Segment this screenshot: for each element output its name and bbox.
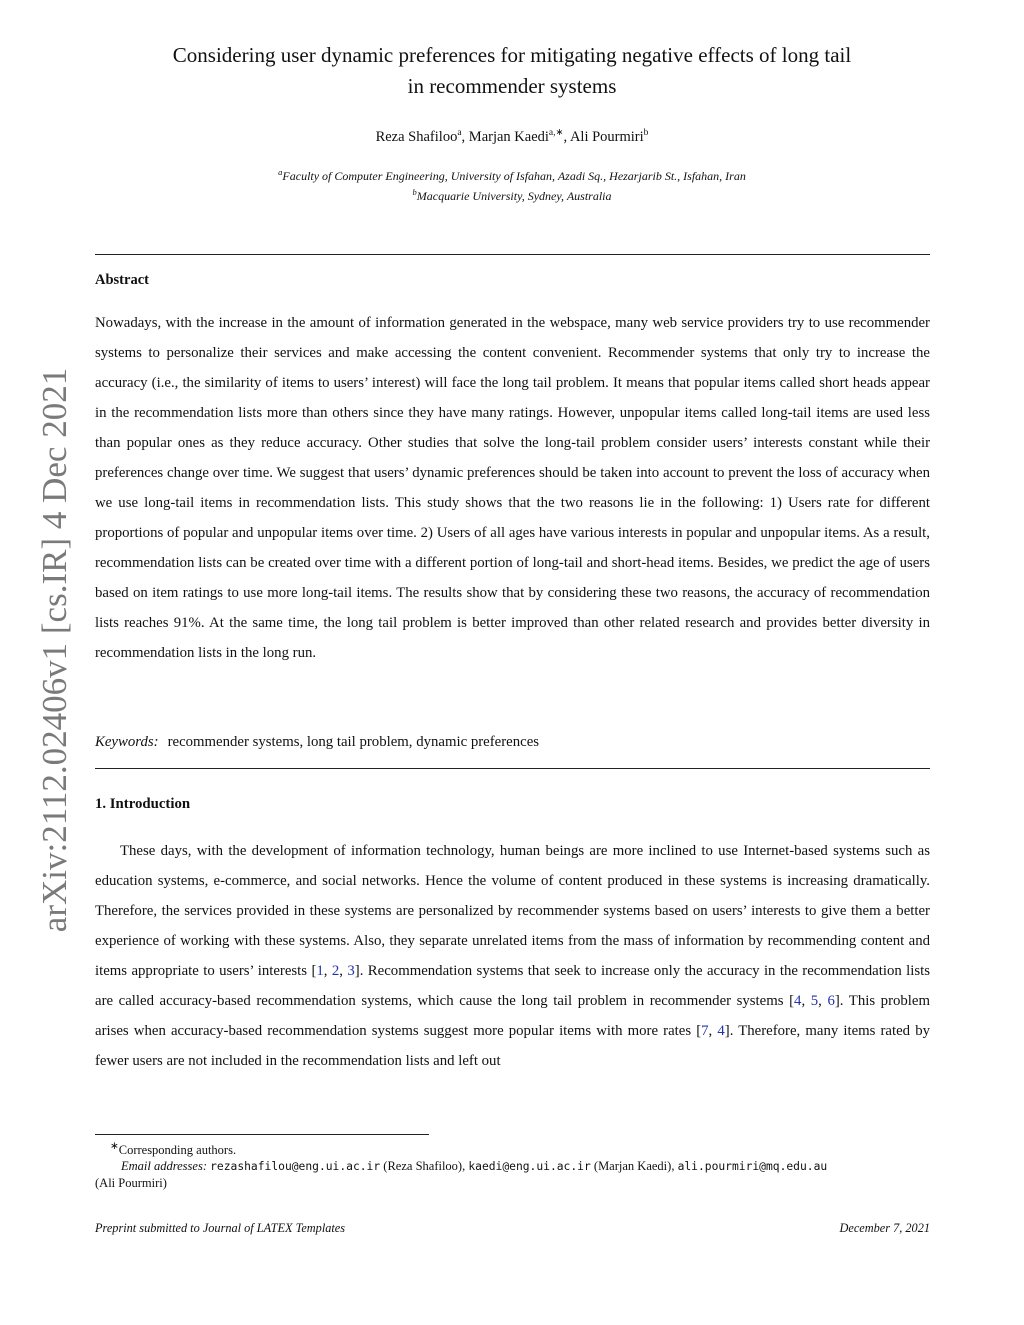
- footnote: [95, 1139, 930, 1191]
- footnote-emails: Email addresses: rezashafilou@eng.ui.ac.ir (Reza Shafiloo), kaedi@eng.ui.ac.ir (Marjan Kaedi), ali.pourmiri@mq.edu.au: [121, 1159, 828, 1174]
- affiliation-line: [60, 164, 964, 184]
- abstract-heading: Abstract: [95, 272, 149, 288]
- email-owner: (Marjan Kaedi): [593, 1159, 672, 1174]
- author-name: Reza Shafiloo: [375, 129, 458, 145]
- author-list: Reza Shafiloo$^a$, Marjan Kaedi$^{a,∗}$, Ali Pourmiri$^b$: [375, 128, 649, 145]
- introduction-paragraph: These days, with the development of information technology, human beings are more inclined to use Internet-based systems such as education systems, e-commerce, and social networks. Hence the volume of content produced in these systems is increasing dramatically. Therefore, the services provided in these systems are personalized by recommender systems based on users’ interests to give them a better experience of working with these systems. Also, they separate unrelated items from the mass of information by recommending content and items appropriate to users’ interests [1, 2, 3]. Recommendation systems that seek to increase only the accuracy in the recommendation lists are called accuracy-based recommendation systems, which cause the long tail problem in recommender systems [4, 5, 6]. This problem arises when accuracy-based recommendation systems suggest more popular items with more rates [7, 4]. Therefore, many items rated by fewer users are not included in the recommendation lists and left out: [95, 843, 930, 1069]
- abstract-bottom-rule: [95, 768, 930, 769]
- section-heading-introduction: 1. Introduction: [95, 796, 191, 812]
- footer-date: December 7, 2021: [839, 1221, 930, 1235]
- email-link[interactable]: rezashafilou@eng.ui.ac.ir: [210, 1160, 381, 1174]
- affiliation-mark: a: [278, 167, 283, 177]
- email-owner: (Reza Shafiloo): [383, 1159, 463, 1174]
- footer-preprint-note: Preprint submitted to Journal of LATEX Templates: [95, 1221, 346, 1235]
- footnote-corresponding: [95, 1139, 930, 1158]
- intro-text: These days, with the development of information technology, human beings are more inclined to use Internet-based systems such as education systems, e-commerce, and social networks. Hence the volume of content produced in these systems is increasing dramatically. Therefore, the services provided in these systems are personalized by recommender systems based on users’ interests to give them a better experience of working with these systems. Also, they separate unrelated items from the mass of information by recommending content and items appropriate to users’ interests [: [95, 843, 930, 979]
- citation-link[interactable]: 6: [827, 993, 835, 1009]
- citation-link[interactable]: 4: [717, 1023, 725, 1039]
- author-affiliation-mark: a: [457, 128, 462, 138]
- intro-text: ]. Therefore, many items rated by fewer users are not included in the recommendation lists and left out: [95, 1023, 930, 1069]
- citation-link[interactable]: 5: [810, 993, 819, 1009]
- abstract-text: Nowadays, with the increase in the amount of information generated in the webspace, many web service providers try to use recommender systems to personalize their services and make accessing the content convenient. Recommender systems that only try to increase the accuracy (i.e., the similarity of items to users’ interest) will face the long tail problem. It means that popular items called short heads appear in the recommendation lists more than others since they have many ratings. However, unpopular items called long-tail items are used less than popular ones as they reduce accuracy. Other studies that solve the long-tail problem consider users’ interests constant while their preferences change over time. We suggest that users’ dynamic preferences should be taken into account to prevent the loss of accuracy when we use long-tail items in recommendation lists. This study shows that the two reasons lie in the following: 1) Users rate for different proportions of popular and unpopular items over time. 2) Users of all ages have various interests in popular and unpopular items. As a result, recommendation lists can be created over time with a different portion of long-tail and short-head items. Besides, we predict the age of users based on item ratings to use more long-tail items. The results show that by considering these two reasons, the accuracy of recommendation lists reaches 91%. At the same time, the long tail problem is better improved than other related research and provides better diversity in recommendation lists in the long run.: [95, 315, 930, 661]
- author-affiliation-mark: a,∗: [548, 128, 564, 138]
- paper-title: [60, 40, 964, 102]
- footnote-rule: [95, 1134, 429, 1135]
- citation-link[interactable]: 1: [316, 963, 324, 979]
- citation-link[interactable]: 2: [331, 963, 340, 979]
- email-owner: (Ali Pourmiri): [95, 1176, 167, 1191]
- affiliations: [60, 164, 964, 204]
- author-affiliation-mark: b: [643, 128, 649, 138]
- email-label: Email addresses:: [121, 1159, 207, 1174]
- citation-link[interactable]: 7: [701, 1023, 709, 1039]
- title-line-2: in recommender systems: [407, 74, 617, 98]
- affiliation-line: [60, 184, 964, 204]
- footnote-corresponding-text: Corresponding authors.: [118, 1143, 237, 1158]
- author-name: Marjan Kaedi: [468, 129, 549, 145]
- keywords: [95, 734, 539, 751]
- email-link[interactable]: kaedi@eng.ui.ac.ir: [468, 1160, 591, 1174]
- citation-link[interactable]: 4: [794, 993, 802, 1009]
- title-line-1: Considering user dynamic preferences for mitigating negative effects of long tail: [172, 43, 852, 67]
- affiliation-text: Faculty of Computer Engineering, University of Isfahan, Azadi Sq., Hezarjarib St., Isfahan, Iran: [282, 169, 746, 183]
- intro-text: ]. This problem arises when accuracy-based recommendation systems suggest more popular items with more rates [: [95, 993, 930, 1039]
- footnote-mark: ∗: [110, 1141, 119, 1152]
- author-name: Ali Pourmiri: [569, 129, 644, 145]
- keywords-label: Keywords:: [95, 734, 159, 750]
- abstract-top-rule: [95, 254, 930, 255]
- citation-link[interactable]: 3: [347, 963, 355, 979]
- arxiv-identifier-stamp: arXiv:2112.02406v1 [cs.IR] 4 Dec 2021: [35, 367, 74, 933]
- affiliation-mark: b: [412, 187, 417, 197]
- affiliation-text: Macquarie University, Sydney, Australia: [416, 189, 612, 203]
- email-link[interactable]: ali.pourmiri@mq.edu.au: [677, 1160, 828, 1174]
- intro-text: ]. Recommendation systems that seek to increase only the accuracy in the recommendation lists are called accuracy-based recommendation systems, which cause the long tail problem in recommender systems [: [95, 963, 930, 1009]
- keywords-text: recommender systems, long tail problem, dynamic preferences: [167, 734, 540, 750]
